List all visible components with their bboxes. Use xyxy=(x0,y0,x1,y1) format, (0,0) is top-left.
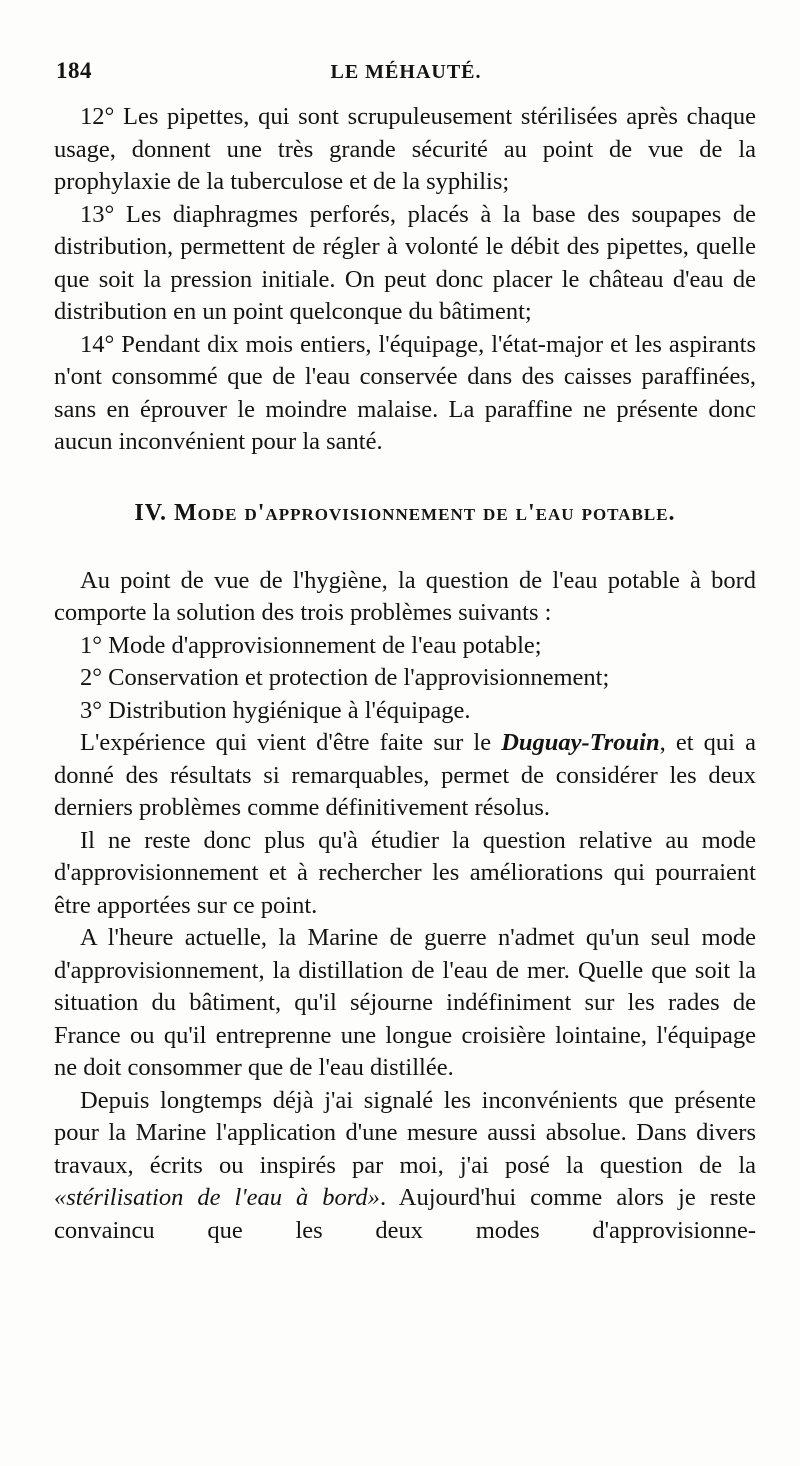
problem-item-2: 2° Conservation et protection de l'approvisionnement; xyxy=(80,664,610,691)
paragraph-experience xyxy=(54,727,756,825)
paragraph-history-start: Depuis longtemps déjà j'ai signalé les inconvénients que présente pour la Marine l'application d'une mesure aussi absolue. Dans divers travaux, écrits ou inspirés par moi, j'ai posé la question de la xyxy=(54,1086,756,1179)
page-number: 184 xyxy=(56,58,92,83)
list-item-13: 13° Les diaphragmes perforés, placés à la base des soupapes de distribution, permettent de régler à volonté le débit des pipettes, quelle que soit la pression initiale. On peut donc placer le château d'eau de distribution en un point quelconque du bâtiment; xyxy=(54,200,756,325)
ship-name: Duguay-Trouin xyxy=(501,729,660,756)
list-item-14: 14° Pendant dix mois entiers, l'équipage, l'état-major et les aspirants n'ont consommé que de l'eau conservée dans des caisses paraffinées, sans en éprouver le moindre malaise. La paraffine ne présente donc aucun inconvénient pour la santé. xyxy=(54,330,756,455)
paragraph-current: A l'heure actuelle, la Marine de guerre n'admet qu'un seul mode d'approvisionnement, la distillation de l'eau de mer. Quelle que soit la situation du bâtiment, qu'il séjourne indéfiniment sur les rades de France ou qu'il entreprenne une longue croisière lointaine, l'équipage ne doit consommer que de l'eau distillée. xyxy=(54,924,756,1081)
running-head xyxy=(56,58,756,92)
list-item-12: 12° Les pipettes, qui sont scrupuleusement stérilisées après chaque usage, donnent une très grande sécurité au point de vue de la prophylaxie de la tuberculose et de la syphilis; xyxy=(54,103,756,195)
intro-paragraph: Au point de vue de l'hygiène, la question de l'eau potable à bord comporte la solution des trois problèmes suivants : xyxy=(54,566,756,626)
problem-item-3: 3° Distribution hygiénique à l'équipage. xyxy=(80,696,471,724)
paragraph-history-end: . Aujourd'hui comme alors je reste convaincu que les deux modes d'approvisionne- xyxy=(54,1184,756,1244)
problem-item-1: 1° Mode d'approvisionnement de l'eau potable; xyxy=(80,631,542,659)
page-body xyxy=(54,101,756,1247)
paragraph-remaining: Il ne reste donc plus qu'à étudier la question relative au mode d'approvisionnement et à rechercher les améliorations qui pourraient être apportées sur ce point. xyxy=(54,826,756,919)
section-heading: IV. Mode d'approvisionnement de l'eau potable. xyxy=(134,499,676,526)
paragraph-experience-start: L'expérience qui vient d'être faite sur le xyxy=(80,729,502,756)
quoted-title: «stérilisation de l'eau à bord» xyxy=(54,1184,380,1211)
paragraph-experience-end: , et qui a donné des résultats si remarquables, permet de considérer les deux derniers problèmes comme définitivement résolus. xyxy=(54,729,756,821)
paragraph-history xyxy=(54,1085,756,1248)
running-title: LE MÉHAUTÉ. xyxy=(330,61,482,83)
